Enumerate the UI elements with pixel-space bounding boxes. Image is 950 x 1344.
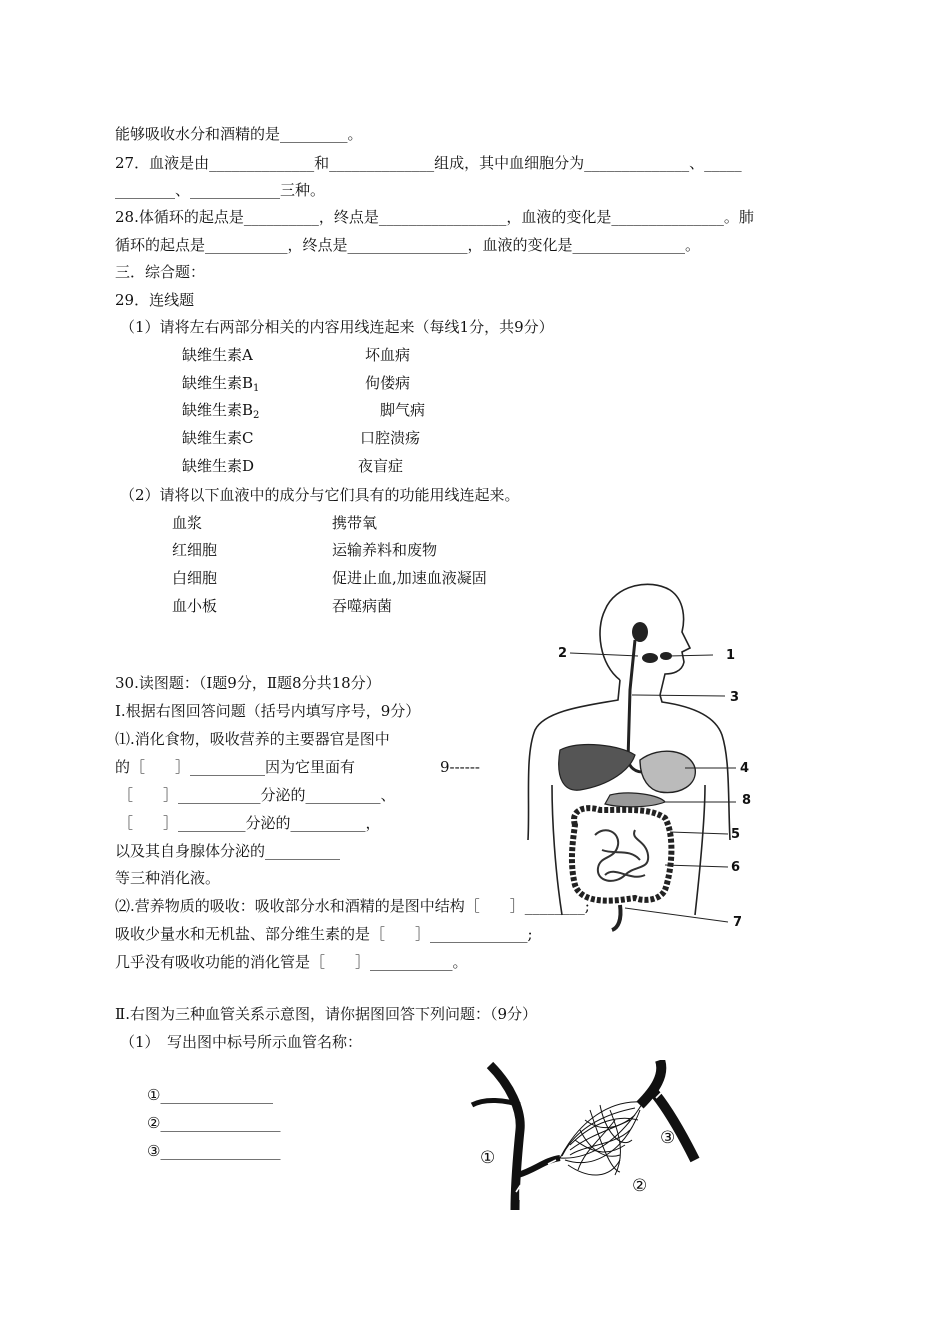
digestive-label: 8 xyxy=(742,793,752,808)
disease-item: 佝偻病 xyxy=(365,374,411,392)
question-30-title: 30.读图题：（Ⅰ题9分，Ⅱ题8分共18分） xyxy=(115,674,381,692)
vessel-label-1: ① xyxy=(480,1148,496,1168)
vitamin-b2: 缺维生素$B_2$ xyxy=(182,401,260,421)
digestive-label: 1 xyxy=(726,648,736,663)
line-1: 能够吸收水分和酒精的是_________。 xyxy=(115,125,363,143)
question-29-part-2: （2）请将以下血液中的成分与它们具有的功能用线连起来。 xyxy=(120,486,520,504)
blood-function: 促进止血,加速血液凝固 xyxy=(332,569,487,587)
digestive-label: 3 xyxy=(730,690,740,705)
question-29-title: 29．连线题 xyxy=(115,291,195,309)
blood-component: 血浆 xyxy=(172,514,203,532)
digestive-label: 5 xyxy=(731,827,741,842)
digestive-system-diagram xyxy=(500,570,780,950)
vitamin-c: 缺维生素C xyxy=(182,429,254,447)
digestive-label: 6 xyxy=(731,860,741,875)
vitamin-b1: 缺维生素$B_1$ xyxy=(182,374,260,394)
question-30-part-1: Ⅰ.根据右图回答问题（括号内填写序号，9分） xyxy=(115,702,421,720)
question-30-line: ⑴.消化食物，吸收营养的主要器官是图中 xyxy=(115,730,390,748)
question-30-line: 的［ ］__________因为它里面有 xyxy=(115,758,356,776)
disease-item: 口腔溃疡 xyxy=(360,429,421,447)
blood-component: 血小板 xyxy=(172,597,218,615)
digestive-label: 4 xyxy=(740,761,750,776)
blood-component: 白细胞 xyxy=(172,569,218,587)
vessel-answer-2: ②________________ xyxy=(147,1114,281,1132)
label-9: 9------ xyxy=(440,758,480,776)
vessel-answer-3: ③________________ xyxy=(147,1142,281,1160)
question-30-line: 几乎没有吸收功能的消化管是［ ］___________。 xyxy=(115,953,468,971)
question-30-line: 吸收少量水和无机盐、部分维生素的是［ ］_____________; xyxy=(115,925,533,943)
disease-item: 夜盲症 xyxy=(358,457,404,475)
blood-function: 吞噬病菌 xyxy=(332,597,393,615)
question-30-line: 以及其自身腺体分泌的__________ xyxy=(115,842,341,860)
vessel-label-3: ③ xyxy=(660,1128,676,1148)
disease-item: 脚气病 xyxy=(380,401,426,419)
question-27-line-1: 27．血液是由______________和______________组成，其中血细胞分为______________、_____ xyxy=(115,154,742,172)
vessel-answer-1: ①_______________ xyxy=(147,1086,273,1104)
question-30-part-2: Ⅱ.右图为三种血管关系示意图，请你据图回答下列问题：（9分） xyxy=(115,1005,538,1023)
vitamin-a: 缺维生素A xyxy=(182,346,253,364)
disease-item: 坏血病 xyxy=(365,346,411,364)
vitamin-d: 缺维生素D xyxy=(182,457,255,475)
question-30-line: ⑵.营养物质的吸收：吸收部分水和酒精的是图中结构［ ］________; xyxy=(115,897,590,915)
blood-function: 运输养料和废物 xyxy=(332,541,438,559)
question-28-line-2: 循环的起点是___________，终点是________________，血液的变化是_______________。 xyxy=(115,236,701,254)
digestive-label: 7 xyxy=(733,915,743,930)
question-27-line-2: ________、____________三种。 xyxy=(115,181,326,199)
question-30-line: 等三种消化液。 xyxy=(115,869,221,887)
section-3-title: 三．综合题： xyxy=(115,263,206,281)
vessel-label-2: ② xyxy=(632,1176,648,1196)
question-30-line: ［ ］___________分泌的__________、 xyxy=(118,786,396,804)
blood-component: 红细胞 xyxy=(172,541,218,559)
question-29-part-1: （1）请将左右两部分相关的内容用线连起来（每线1分，共9分） xyxy=(120,318,554,336)
digestive-label: 2 xyxy=(558,646,568,661)
question-28-line-1: 28.体循环的起点是__________，终点是_________________，血液的变化是_______________。肺 xyxy=(115,208,754,226)
question-30-part-2-sub: （1） 写出图中标号所示血管名称： xyxy=(120,1033,363,1051)
question-30-line: ［ ］_________分泌的__________， xyxy=(118,814,381,832)
blood-function: 携带氧 xyxy=(332,514,378,532)
